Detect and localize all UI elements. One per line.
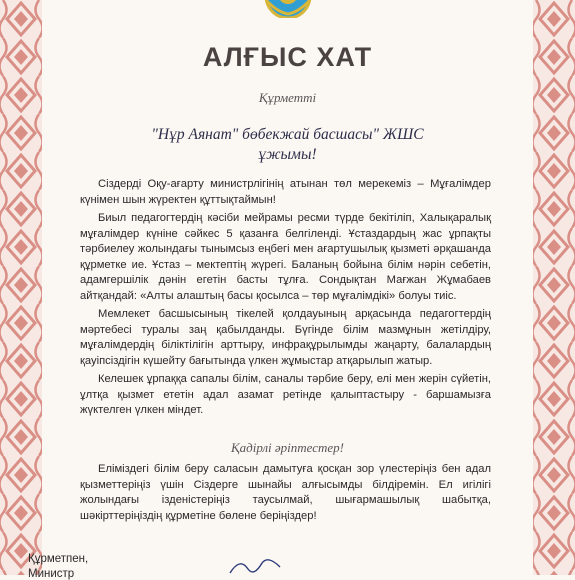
letter-page bbox=[52, 0, 523, 575]
regards-position: Министр bbox=[28, 568, 75, 580]
closing-paragraph-block bbox=[80, 462, 491, 524]
right-ornament-border bbox=[533, 0, 575, 575]
regards-text: Құрметпен, bbox=[28, 553, 89, 565]
letter-title: АЛҒЫС ХАТ bbox=[202, 42, 373, 72]
signature-mark bbox=[170, 555, 300, 575]
paragraph: Мемлекет басшысының тікелей қолдауының арқасында педагогтердің мәртебесі туралы заң қабылданды. Бүгінде білім мазмұнын жетілдіру, мұғалімдердің біліктілігін арттыру, инфрақұрылымды жаңарту, балалардың қауіпсіздігін күшейту бағытында үлкен жұмыстар атқарылып жатыр. bbox=[80, 308, 491, 367]
dear-colleagues-heading: Қадірлі әріптестер! bbox=[231, 440, 344, 455]
left-ornament-border bbox=[0, 0, 42, 575]
recipient-team: ұжымы! bbox=[258, 146, 317, 163]
recipient-organization: "Нұр Аянат" бөбекжай басшасы" ЖШС bbox=[151, 126, 424, 143]
letter-body bbox=[80, 177, 491, 422]
paragraph: Биыл педагогтердің кәсіби мейрамы ресми түрде бекітіліп, Халықаралық мұғалімдер күніне сәйкес 5 қазанға белгіленді. Ұстаздардың жас ұрпақты тәрбиелеу жолындағы тынымсыз еңбегі мен ағартушылық қызметі әрқашанда құрметке ие. Ұстаз – мектептің жүрегі. Баланың бойына білім нәрін себетін, адамгершілік дәнін егетін басты тұлға. Сондықтан Мағжан Жұмабаев айтқандай: «Алты алаштың басы қосылса – төр мұғалімдікі» болуы тиіс. bbox=[80, 212, 491, 302]
paragraph: Келешек ұрпаққа сапалы білім, саналы тәрбие беру, елі мен жерін сүйетін, ұлтқа қызмет ететін адал азамат ретінде қалыптастыру - баршамызға жүктелген үлкен міндет. bbox=[80, 373, 491, 416]
paragraph: Сіздерді Оқу-ағарту министрлігінің атынан төл мерекеміз – Мұғалімдер күнімен шын жүректен құттықтаймын! bbox=[80, 178, 491, 206]
salutation-respected: Құрметті bbox=[258, 90, 317, 105]
closing-paragraph: Еліміздегі білім беру саласын дамытуға қосқан зор үлестеріңіз бен адал қызметтеріңіз үшін Сіздерге шынайы алғысымды білдіремін. Ел игілігі жолындағы ізденістеріңіз таусылмай, шығармашылық шабытқа, шәкірттеріңіздің құрметіне бөлене беріңіздер! bbox=[80, 463, 491, 522]
